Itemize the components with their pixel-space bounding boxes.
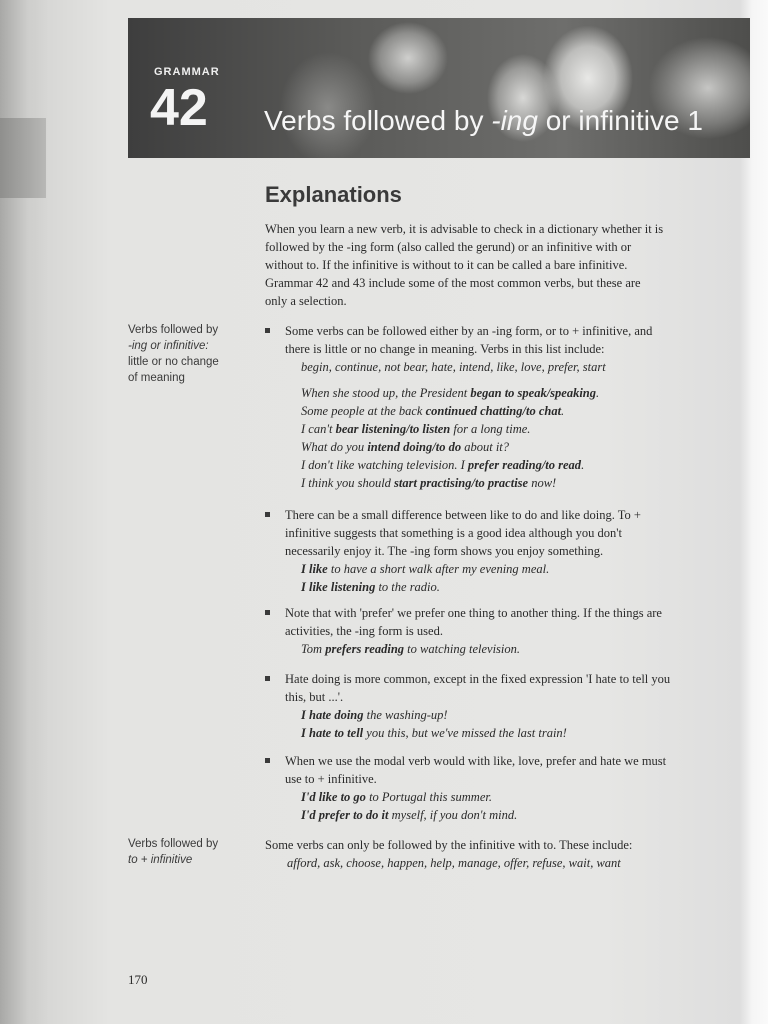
side-label-line: of meaning [128, 372, 185, 384]
bullet-line: When we use the modal verb would with like, love, prefer and hate we must [285, 754, 667, 768]
intro-line: without to. If the infinitive is without to it can be called a bare infinitive. [265, 258, 628, 272]
to-infinitive-text: Some verbs can only be followed by the infinitive with to. These include: [265, 838, 633, 852]
example-list [301, 640, 755, 658]
bullet-modal-would [265, 752, 755, 824]
intro-line: Grammar 42 and 43 include some of the most common verbs, but these are [265, 276, 641, 290]
side-label-line: to + infinitive [128, 854, 193, 866]
example-line: I'd prefer to do it myself, if you don't mind. [301, 808, 518, 822]
bullet-marker [265, 610, 270, 615]
bullet-line: activities, the -ing form is used. [285, 624, 443, 638]
bullet-text [285, 322, 755, 358]
banner-number: 42 [150, 79, 208, 137]
banner-title-pre: Verbs followed by [264, 105, 492, 136]
banner-title-post: or infinitive 1 [537, 105, 703, 136]
example-list [301, 788, 755, 824]
page-number: 170 [128, 972, 148, 987]
example-line: I like listening to the radio. [301, 580, 440, 594]
example-line: Tom prefers reading to watching television. [301, 642, 521, 656]
bullet-marker [265, 328, 270, 333]
bullet-text [285, 506, 755, 560]
example-list [301, 560, 755, 596]
bullet-line: Note that with 'prefer' we prefer one thing to another thing. If the things are [285, 606, 662, 620]
side-label-line: -ing or infinitive: [128, 340, 209, 352]
bullet-like-to-do [265, 506, 755, 596]
banner-title [264, 104, 703, 138]
example-line: When she stood up, the President began to speak/speaking. [301, 386, 600, 400]
intro-paragraph [265, 220, 749, 310]
bullet-line: this, but ...'. [285, 690, 344, 704]
spine-mark [0, 118, 46, 198]
bullet-line: Some verbs can be followed either by an -ing form, or to + infinitive, and [285, 324, 653, 338]
to-infinitive-section [265, 836, 755, 872]
banner-title-em: -ing [491, 105, 538, 136]
example-line: What do you intend doing/to do about it? [301, 440, 510, 454]
example-line: I like to have a short walk after my evening meal. [301, 562, 550, 576]
bullet-ing-or-infinitive [265, 322, 755, 492]
example-line: I can't bear listening/to listen for a long time. [301, 422, 531, 436]
example-list [301, 706, 755, 742]
bullet-text [285, 752, 755, 788]
verb-list: begin, continue, not bear, hate, intend, like, love, prefer, start [301, 360, 606, 374]
side-label-line: Verbs followed by [128, 838, 219, 850]
bullet-marker [265, 676, 270, 681]
side-label-line: Verbs followed by [128, 324, 219, 336]
bullet-text [285, 604, 755, 640]
side-label-ing-or-infinitive [128, 322, 256, 386]
bullet-marker [265, 512, 270, 517]
banner-label: GRAMMAR [154, 66, 220, 78]
bullet-line: necessarily enjoy it. The -ing form shows you enjoy something. [285, 544, 604, 558]
side-label-to-infinitive [128, 836, 256, 868]
side-label-line: little or no change [128, 356, 219, 368]
example-line: I hate to tell you this, but we've missed the last train! [301, 726, 567, 740]
section-heading: Explanations [265, 182, 402, 207]
bullet-hate-doing [265, 670, 755, 742]
intro-line: only a selection. [265, 294, 347, 308]
bullet-line: there is little or no change in meaning. Verbs in this list include: [285, 342, 605, 356]
intro-line: When you learn a new verb, it is advisable to check in a dictionary whether it is [265, 222, 664, 236]
example-line: I hate doing the washing-up! [301, 708, 448, 722]
verb-list: afford, ask, choose, happen, help, manage, offer, refuse, wait, want [287, 856, 621, 870]
example-line: I'd like to go to Portugal this summer. [301, 790, 492, 804]
bullet-marker [265, 758, 270, 763]
example-line: I don't like watching television. I prefer reading/to read. [301, 458, 585, 472]
example-line: Some people at the back continued chatting/to chat. [301, 404, 565, 418]
example-line: I think you should start practising/to practise now! [301, 476, 557, 490]
bullet-line: There can be a small difference between like to do and like doing. To + [285, 508, 641, 522]
bullet-line: use to + infinitive. [285, 772, 377, 786]
chapter-banner [128, 18, 750, 158]
bullet-text [285, 670, 755, 706]
bullet-line: Hate doing is more common, except in the fixed expression 'I hate to tell you [285, 672, 671, 686]
bullet-prefer [265, 604, 755, 658]
intro-line: followed by the -ing form (also called the gerund) or an infinitive with or [265, 240, 632, 254]
example-list [301, 358, 755, 492]
bullet-line: infinitive suggests that something is a good idea although you don't [285, 526, 622, 540]
